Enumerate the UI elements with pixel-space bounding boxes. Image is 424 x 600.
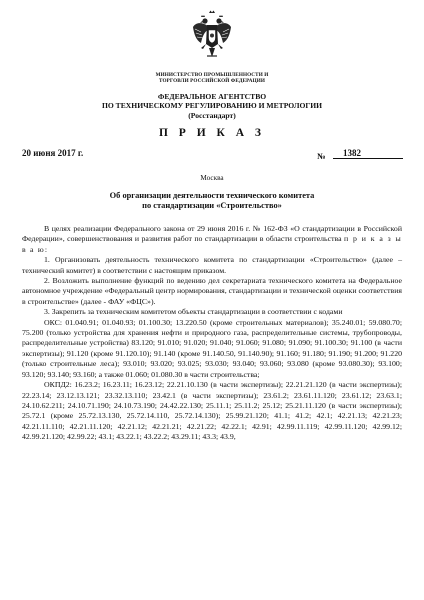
document-title: [0, 191, 424, 211]
okpd-codes: ОКПД2: 16.23.2; 16.23.11; 16.23.12; 22.21.10.130 (в части экспертизы); 22.21.21.120 (в части экспертизы); 22.23.14; 23.12.13.121; 23.32.13.110; 23.42.1 (в части экспертизы); 23.61.2; 23.61.11.120; 23.61.12; 23.63.1; 24.10.62.211; 24.10.71.190; 24.10.73.190; 24.42.22.130; 25.11.1; 25.11.2; 25.12; 25.21.11.120 (в части экспертизы); 25.72.1 (кроме 25.72.13.130, 25.72.14.110, 25.72.14.130); 25.99.21.120; 41.1; 41.2; 42.1; 42.21.13; 42.21.23; 42.21.11.110; 42.21.11.120; 42.21.12; 42.21.21; 42.21.22; 42.22.1; 42.91; 42.99.11.119; 42.99.11.120; 42.99.12; 42.99.21.120; 42.99.22; 43.1; 43.22.1; 43.22.2; 43.29.11; 43.3; 43.9,: [22, 380, 402, 442]
intro-paragraph: [22, 224, 402, 255]
title-line-1: Об организации деятельности технического комитета: [109, 191, 315, 200]
intro-verb: п р и к а з ы в а ю:: [22, 234, 402, 254]
document-date: 20 июня 2017 г.: [22, 148, 84, 158]
ministry-name: [0, 72, 424, 85]
agency-line-1: ФЕДЕРАЛЬНОЕ АГЕНТСТВО: [157, 92, 267, 101]
paragraph-3: 3. Закрепить за техническим комитетом объекты стандартизации в соответствии с кодами: [44, 307, 343, 317]
paragraph-2: 2. Возложить выполнение функций по ведению дел секретариата технического комитета на Федеральное автономное учреждение «Федеральный центр нормирования, стандартизации и технической оценки соответствия в строительстве» (далее - ФАУ «ФЦС»).: [22, 276, 402, 306]
document-body: [22, 224, 402, 443]
document-city: Москва: [200, 174, 224, 182]
agency-block: [0, 92, 424, 120]
intro-text: В целях реализации Федерального закона от 29 июня 2016 г. № 162-ФЗ «О стандартизации в Российской Федерации», совершенствования и развития работ по стандартизации в области строительства: [22, 224, 402, 244]
paragraph-1: 1. Организовать деятельность технического комитета по стандартизации «Строительство» (далее – технический комитет) в соответствии с настоящим приказом.: [22, 255, 402, 275]
coat-of-arms-icon: [192, 10, 232, 62]
agency-short-name: (Росстандарт): [188, 110, 236, 120]
document-number: 1382: [333, 148, 403, 159]
document-type: П Р И К А З: [158, 127, 265, 139]
document-number-label: №: [317, 151, 326, 161]
agency-line-2: ПО ТЕХНИЧЕСКОМУ РЕГУЛИРОВАНИЮ И МЕТРОЛОГИИ: [101, 101, 323, 111]
title-line-2: по стандартизации «Строительство»: [142, 201, 282, 211]
oks-codes: ОКС: 01.040.91; 01.040.93; 01.100.30; 13.220.50 (кроме строительных материалов); 35.240.01; 59.080.70; 75.200 (только устройства для хранения нефти и природного газа, распределительные системы, трубопроводы, распределительные устройства) 83.120; 91.010; 91.020; 91.040; 91.060; 91.080; 91.090; 91.100.30; 91.100 (в части экспертизы); 91.120 (кроме 91.120.10); 91.140 (кроме 91.140.50, 91.140.90); 91.160; 91.180; 91.190; 91.200; 91.220 (только строительные леса); 93.010; 93.020; 93.025; 93.030; 93.040; 93.060; 93.080 (кроме 93.080.30); 93.100; 93.120; 93.140; 93.160; а также 01.060; 01.080.30 в части строительства;: [22, 317, 402, 379]
ministry-text: МИНИСТЕРСТВО ПРОМЫШЛЕННОСТИ И ТОРГОВЛИ РОССИЙСКОЙ ФЕДЕРАЦИИ: [155, 72, 269, 85]
